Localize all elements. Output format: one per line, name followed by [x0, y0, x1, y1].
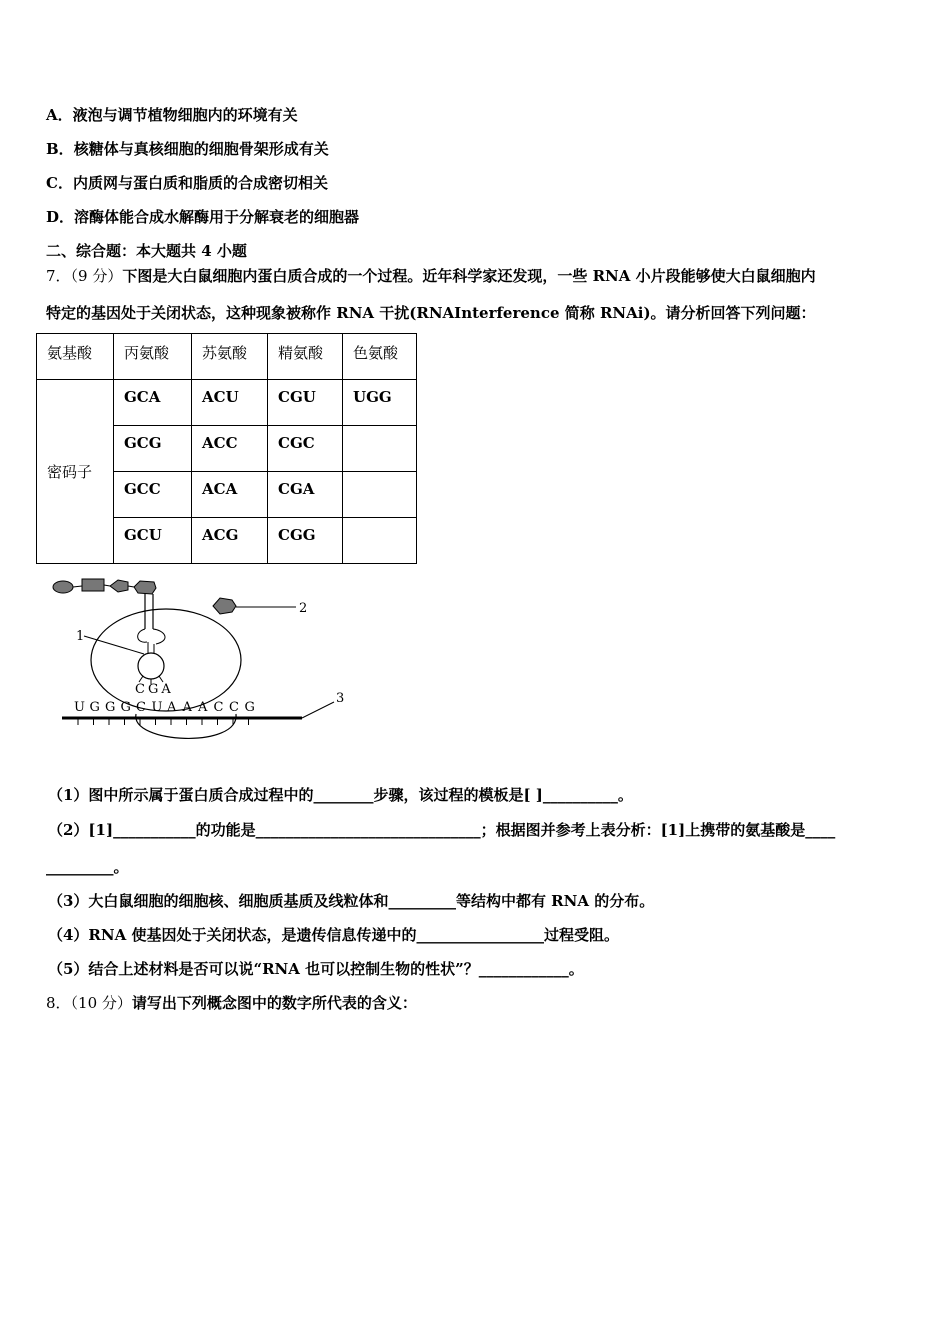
table-cell: ACA [192, 472, 268, 518]
q7-line2: 特定的基因处于关闭状态，这种现象被称作 RNA 干扰(RNAInterference 简称 RNAi)。请分析回答下列问题： [46, 304, 816, 322]
anticodon-label: CGA [135, 682, 174, 697]
table-cell [343, 518, 417, 564]
table-cell: ACG [192, 518, 268, 564]
table-cell [343, 426, 417, 472]
option-a-text: 液泡与调节植物细胞内的环境有关 [72, 106, 298, 124]
mrna-base: A [198, 700, 208, 715]
table-cell: CGU [268, 380, 343, 426]
mrna-base: C [213, 700, 224, 715]
table-cell: CGC [268, 426, 343, 472]
subquestion-1: （1）图中所示属于蛋白质合成过程中的________步骤，该过程的模板是[ ]__________。 [48, 786, 633, 804]
table-cell [343, 472, 417, 518]
header-cell: 氨基酸 [37, 334, 114, 380]
row-label-codon: 密码子 [37, 380, 114, 564]
table-cell: GCC [114, 472, 192, 518]
q8-number: 8．（10 分） [46, 994, 132, 1012]
table-row [37, 380, 417, 426]
trna-molecule [138, 594, 165, 684]
table-header-row [37, 334, 417, 380]
subquestion-2a: （2）[1]___________的功能是______________________________；根据图并参考上表分析：[1]上携带的氨基酸是____ [48, 821, 836, 839]
mrna-base: A [182, 700, 192, 715]
option-c-letter: C． [46, 174, 73, 192]
mrna-base: G [244, 700, 255, 715]
header-cell: 精氨酸 [268, 334, 343, 380]
q7-line1 [46, 265, 816, 286]
mrna-base: U [74, 700, 85, 715]
option-d-text: 溶酶体能合成水解酶用于分解衰老的细胞器 [74, 208, 360, 226]
mrna-base: G [120, 700, 131, 715]
table-cell: GCG [114, 426, 192, 472]
subquestion-4: （4）RNA 使基因处于关闭状态，是遗传信息传递中的_________________过程受阻。 [48, 926, 619, 944]
mrna-base: C [229, 700, 239, 715]
header-cell: 苏氨酸 [192, 334, 268, 380]
mrna-bases [74, 700, 255, 725]
label-3: 3 [336, 691, 345, 706]
label-2: 2 [299, 601, 308, 616]
option-d [46, 206, 359, 227]
free-amino-acid [213, 598, 236, 614]
label-1: 1 [76, 629, 85, 644]
polypeptide-chain [53, 579, 156, 594]
option-b [46, 138, 329, 159]
table-cell: ACU [192, 380, 268, 426]
table-cell: ACC [192, 426, 268, 472]
q8-text: 请写出下列概念图中的数字所代表的含义： [131, 994, 417, 1012]
option-c-text: 内质网与蛋白质和脂质的合成密切相关 [72, 174, 328, 192]
header-cell: 丙氨酸 [114, 334, 192, 380]
codon-table [36, 333, 417, 564]
mrna-base: G [89, 700, 100, 715]
q8-line [46, 992, 417, 1013]
option-a [46, 104, 298, 125]
subquestion-5: （5）结合上述材料是否可以说“RNA 也可以控制生物的性状”？____________。 [48, 960, 584, 978]
table-cell: GCA [114, 380, 192, 426]
mrna-base: G [105, 700, 116, 715]
mrna-base: A [167, 700, 177, 715]
q7-text-1: 下图是大白鼠细胞内蛋白质合成的一个过程。近年科学家还发现，一些 RNA 小片段能够使大白鼠细胞内 [122, 267, 816, 285]
option-b-letter: B． [46, 140, 74, 158]
translation-diagram [44, 574, 364, 754]
table-cell: CGA [268, 472, 343, 518]
mrna-base: C [136, 700, 146, 715]
subquestion-2b: _________。 [46, 858, 129, 876]
option-c [46, 172, 328, 193]
option-b-text: 核糖体与真核细胞的细胞骨架形成有关 [73, 140, 329, 158]
table-cell: CGG [268, 518, 343, 564]
table-cell: GCU [114, 518, 192, 564]
q7-number: 7．（9 分） [46, 267, 123, 285]
header-cell: 色氨酸 [343, 334, 417, 380]
subquestion-3: （3）大白鼠细胞的细胞核、细胞质基质及线粒体和_________等结构中都有 RNA 的分布。 [48, 892, 655, 910]
section-heading: 二、综合题：本大题共 4 小题 [46, 242, 247, 260]
option-a-letter: A． [46, 106, 73, 124]
mrna-base: U [151, 700, 163, 715]
table-cell: UGG [343, 380, 417, 426]
option-d-letter: D． [46, 208, 75, 226]
